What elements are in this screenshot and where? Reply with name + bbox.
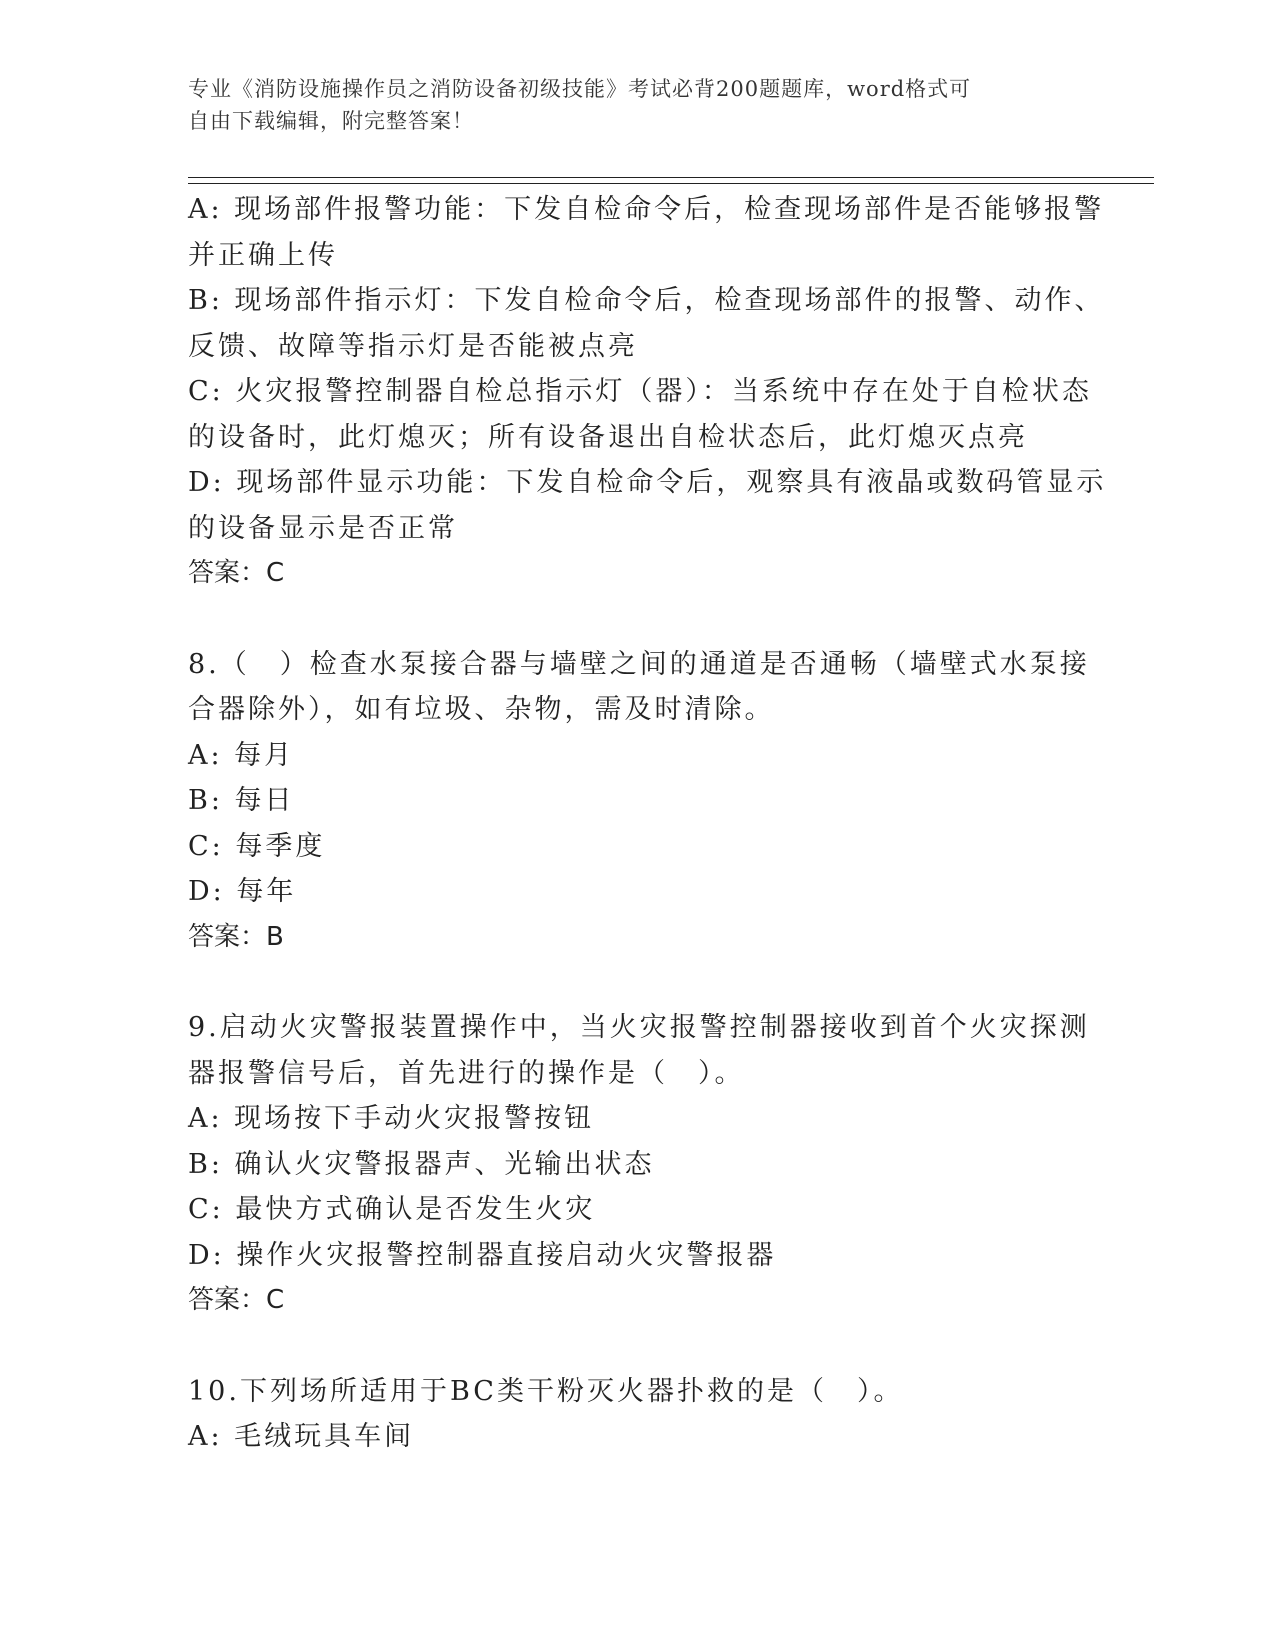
option-a-cont: 并正确上传 (188, 239, 338, 271)
option-d-cont: 的设备显示是否正常 (188, 512, 458, 544)
question-9 (188, 1005, 1088, 1324)
answer: 答案：C (188, 1285, 285, 1315)
question-stem-cont: 合器除外），如有垃圾、杂物，需及时清除。 (188, 694, 775, 725)
option-a: A: 现场按下手动火灾报警按钮 (188, 1103, 595, 1134)
spacer (188, 1324, 1088, 1369)
option-b-cont: 反馈、故障等指示灯是否能被点亮 (188, 330, 638, 362)
option-d: D: 操作火灾报警控制器直接启动火灾警报器 (188, 1239, 777, 1271)
question-stem-cont: 器报警信号后，首先进行的操作是（ ）。 (188, 1057, 745, 1089)
question-stem: 10.下列场所适用于BC类干粉灭火器扑救的是（ ）。 (188, 1375, 904, 1407)
question-list (188, 187, 1107, 1460)
option-b: B: 确认火灾警报器声、光输出状态 (188, 1148, 655, 1180)
option-b: B: 现场部件指示灯：下发自检命令后，检查现场部件的报警、动作、 (188, 285, 1105, 316)
option-c: C: 每季度 (188, 830, 326, 862)
option-d: D: 每年 (188, 876, 297, 907)
answer: 答案：B (188, 921, 284, 952)
option-a: A: 毛绒玩具车间 (188, 1421, 415, 1452)
option-c-cont: 的设备时，此灯熄灭；所有设备退出自检状态后，此灯熄灭点亮 (188, 421, 1028, 453)
option-d: D: 现场部件显示功能：下发自检命令后，观察具有液晶或数码管显示 (188, 467, 1107, 498)
question-stem: 9.启动火灾警报装置操作中，当火灾报警控制器接收到首个火灾探测 (188, 1012, 1090, 1043)
question-stem: 8.（ ）检查水泵接合器与墙壁之间的通道是否通畅（墙壁式水泵接 (188, 648, 1090, 680)
header-title-line2: 自由下载编辑，附完整答案！ (188, 109, 474, 133)
question-8 (188, 642, 1088, 961)
option-c: C: 最快方式确认是否发生火灾 (188, 1194, 596, 1225)
option-b: B: 每日 (188, 785, 295, 816)
spacer (188, 597, 1088, 642)
question-7 (188, 187, 1107, 597)
answer: 答案：C (188, 558, 285, 588)
option-c: C: 火灾报警控制器自检总指示灯（器）：当系统中存在处于自检状态 (188, 376, 1092, 407)
question-10 (188, 1369, 1088, 1460)
spacer (188, 960, 1088, 1005)
header-title-line1: 专业《消防设施操作员之消防设备初级技能》考试必背200题题库，word格式可 (188, 77, 972, 101)
header-divider (188, 177, 1154, 184)
option-a: A: 每月 (188, 739, 295, 771)
page-header (188, 73, 1088, 137)
option-a: A: 现场部件报警功能：下发自检命令后，检查现场部件是否能够报警 (188, 194, 1105, 225)
